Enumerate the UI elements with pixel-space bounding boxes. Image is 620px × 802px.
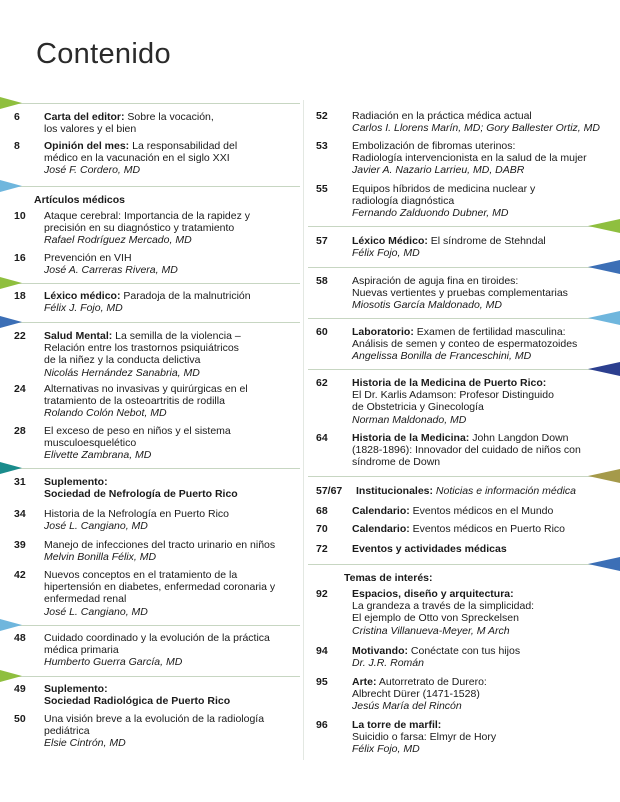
entry-text: médico en la vacunación en el siglo XXI <box>44 152 230 165</box>
page-number: 57/67 <box>316 485 343 497</box>
page-number: 50 <box>14 713 26 725</box>
page-number: 57 <box>316 235 328 247</box>
page-number: 72 <box>316 543 328 555</box>
entry-text: de la niñez y la conducta delictiva <box>44 354 201 367</box>
entry-line <box>352 543 507 555</box>
page-number: 6 <box>14 111 20 123</box>
entry-text: síndrome de Down <box>352 456 441 469</box>
entry-line <box>352 122 600 134</box>
entry-text: Paradoja de la malnutrición <box>120 290 251 302</box>
entry-line <box>352 377 554 389</box>
entry-line <box>44 407 248 419</box>
entry-heading: Laboratorio: <box>352 326 414 338</box>
entry-text: médica primaria <box>44 644 119 657</box>
entry-line <box>352 152 587 164</box>
entry-text: Cuidado coordinado y la evolución de la práctica <box>44 632 270 644</box>
entry-heading: Calendario: <box>352 505 410 517</box>
entry-author: Humberto Guerra García, MD <box>44 656 183 669</box>
entry-line <box>44 302 251 314</box>
entry-text: El ejemplo de Otto von Spreckelsen <box>352 612 519 625</box>
entry-text: Manejo de infecciones del tracto urinario en niños <box>44 539 276 551</box>
entry-line <box>352 505 553 517</box>
entry-heading: Salud Mental: <box>44 330 113 342</box>
entry-heading: Temas de interés: <box>344 572 433 584</box>
entry-author: Elivette Zambrana, MD <box>44 449 152 462</box>
entry-text: El síndrome de Stehndal <box>427 235 546 247</box>
entry-heading: Suplemento: <box>44 476 108 488</box>
entry-line <box>44 290 251 302</box>
entry-line <box>352 688 487 700</box>
page-number: 92 <box>316 588 328 600</box>
entry-line <box>352 110 600 122</box>
section-marker-icon <box>588 557 620 571</box>
entry-heading: Suplemento: <box>44 683 108 695</box>
entry-heading: Eventos y actividades médicas <box>352 543 507 555</box>
entry-author: Nicolás Hernández Sanabria, MD <box>44 366 200 379</box>
section-marker-icon <box>588 260 620 274</box>
entry-line <box>44 606 275 618</box>
entry-text: John Langdon Down <box>469 432 569 444</box>
section-marker-icon <box>0 619 22 631</box>
entry-heading: Calendario: <box>352 523 410 535</box>
page-number: 16 <box>14 252 26 264</box>
entry-line <box>44 210 250 222</box>
entry-text: de Obstetricia y Ginecología <box>352 401 484 414</box>
section-marker-icon <box>588 469 620 483</box>
entry-author: Noticias e información médica <box>433 485 576 497</box>
entry-heading: Historia de la Medicina de Puerto Rico: <box>352 377 547 389</box>
entry-author: Félix Fojo, MD <box>352 743 420 756</box>
page-number: 49 <box>14 683 26 695</box>
entry-heading: Historia de la Medicina: <box>352 432 470 444</box>
entry-text: Radiología intervencionista en la salud de la mujer <box>352 152 587 165</box>
entry-text: Embolización de fibromas uterinos: <box>352 140 516 152</box>
entry-heading: Espacios, diseño y arquitectura: <box>352 588 514 600</box>
page-number: 62 <box>316 377 328 389</box>
entry-heading: La torre de marfil: <box>352 719 442 731</box>
entry-text: Examen de fertilidad masculina: <box>413 326 566 338</box>
section-marker-icon <box>0 462 22 474</box>
page-number: 34 <box>14 508 26 520</box>
section-marker-icon <box>0 670 22 682</box>
page-number: 95 <box>316 676 328 688</box>
section-marker-icon <box>0 316 22 328</box>
entry-author: José F. Cordero, MD <box>44 164 141 177</box>
entry-line <box>352 645 520 657</box>
entry-line <box>44 437 231 449</box>
entry-text: Nuevas vertientes y pruebas complementarias <box>352 287 568 300</box>
entry-text: Historia de la Nefrología en Puerto Rico <box>44 508 230 520</box>
separator-line <box>308 318 620 319</box>
entry-heading: Motivando: <box>352 645 408 657</box>
page-number: 60 <box>316 326 328 338</box>
entry-line <box>44 367 241 379</box>
entry-line <box>352 140 587 152</box>
entry-text: Relación entre los trastornos psiquiátricos <box>44 342 239 355</box>
entry-line <box>352 657 520 669</box>
entry-line <box>44 695 230 707</box>
page-number: 28 <box>14 425 26 437</box>
entry-line <box>352 326 577 338</box>
page-number: 52 <box>316 110 328 122</box>
entry-line <box>44 152 237 164</box>
page-title: Contenido <box>36 38 171 70</box>
page-number: 64 <box>316 432 328 444</box>
entry-line <box>352 235 546 247</box>
page-number: 42 <box>14 569 26 581</box>
page-number: 31 <box>14 476 26 488</box>
entry-line <box>44 222 250 234</box>
entry-line <box>44 140 237 152</box>
page-number: 18 <box>14 290 26 302</box>
section-marker-icon <box>0 180 22 192</box>
entry-line <box>44 713 264 725</box>
entry-heading: Carta del editor: <box>44 111 125 123</box>
entry-line <box>44 476 238 488</box>
separator-line <box>0 103 300 104</box>
section-marker-icon <box>588 362 620 376</box>
separator-line <box>308 226 620 227</box>
separator-line <box>308 564 620 565</box>
entry-author: Angelissa Bonilla de Franceschini, MD <box>352 350 532 363</box>
entry-line <box>352 207 535 219</box>
entry-line <box>344 572 433 584</box>
entry-text: Ataque cerebral: Importancia de la rapidez y <box>44 210 251 222</box>
page-number: 94 <box>316 645 328 657</box>
separator-line <box>308 267 620 268</box>
entry-author: Dr. J.R. Román <box>352 657 424 670</box>
separator-line <box>0 283 300 284</box>
entry-text: La grandeza a través de la simplicidad: <box>352 600 535 613</box>
entry-line <box>352 299 568 311</box>
separator-line <box>0 676 300 677</box>
entry-author: José L. Cangiano, MD <box>44 520 148 533</box>
separator-line <box>0 322 300 323</box>
entry-heading: Léxico Médico: <box>352 235 428 247</box>
entry-heading: Léxico médico: <box>44 290 121 302</box>
entry-text: los valores y el bien <box>44 123 137 136</box>
section-marker-icon <box>0 277 22 289</box>
entry-line <box>44 644 270 656</box>
entry-line <box>44 395 248 407</box>
entry-line <box>44 632 270 644</box>
entry-text: La semilla de la violencia – <box>112 330 241 342</box>
entry-author: Félix J. Fojo, MD <box>44 302 123 315</box>
entry-line <box>352 588 534 600</box>
page-number: 58 <box>316 275 328 287</box>
entry-line <box>44 234 250 246</box>
entry-author: Rolando Colón Nebot, MD <box>44 407 167 420</box>
page-number: 10 <box>14 210 26 222</box>
page-number: 68 <box>316 505 328 517</box>
entry-line <box>44 164 237 176</box>
entry-line <box>352 743 496 755</box>
entry-text: Una visión breve a la evolución de la radiología <box>44 713 265 725</box>
entry-line <box>44 725 264 737</box>
page-number: 96 <box>316 719 328 731</box>
entry-text: Sobre la vocación, <box>124 111 214 123</box>
entry-author: José A. Carreras Rivera, MD <box>44 264 178 277</box>
entry-text: Conéctate con tus hijos <box>408 645 521 657</box>
entry-line <box>44 354 241 366</box>
page-number: 22 <box>14 330 26 342</box>
entry-line <box>352 676 487 688</box>
entry-line <box>352 195 535 207</box>
entry-text: El Dr. Karlis Adamson: Profesor Distinguido <box>352 389 554 402</box>
entry-line <box>356 485 576 497</box>
entry-line <box>44 520 229 532</box>
entry-heading: Sociedad de Nefrología de Puerto Rico <box>44 488 238 501</box>
entry-line <box>44 264 178 276</box>
entry-line <box>44 342 241 354</box>
page-number: 48 <box>14 632 26 644</box>
separator-line <box>0 186 300 187</box>
entry-line <box>352 350 577 362</box>
entry-heading: Arte: <box>352 676 377 688</box>
entry-line <box>352 444 581 456</box>
entry-text: enfermedad renal <box>44 593 127 606</box>
entry-line <box>44 539 275 551</box>
entry-line <box>352 414 554 426</box>
entry-heading: Opinión del mes: <box>44 140 130 152</box>
entry-line <box>352 612 534 624</box>
entry-text: Albrecht Dürer (1471-1528) <box>352 688 480 701</box>
entry-author: Rafael Rodríguez Mercado, MD <box>44 234 192 247</box>
entry-line <box>44 683 230 695</box>
entry-line <box>352 287 568 299</box>
entry-line <box>352 523 565 535</box>
entry-heading: Institucionales: <box>356 485 434 497</box>
entry-author: Miosotis García Maldonado, MD <box>352 299 502 312</box>
entry-line <box>44 737 264 749</box>
entry-author: Javier A. Nazario Larrieu, MD, DABR <box>352 164 525 177</box>
entry-line <box>44 123 214 135</box>
entry-line <box>44 111 214 123</box>
section-marker-icon <box>588 219 620 233</box>
entry-text: El exceso de peso en niños y el sistema <box>44 425 231 437</box>
entry-text: Eventos médicos en Puerto Rico <box>409 523 566 535</box>
entry-line <box>44 551 275 563</box>
entry-text: tratamiento de la osteoartritis de rodilla <box>44 395 225 408</box>
entry-line <box>352 432 581 444</box>
separator-line <box>308 476 620 477</box>
entry-line <box>44 425 231 437</box>
entry-text: hipertensión en diabetes, enfermedad coronaria y <box>44 581 276 594</box>
page-number: 55 <box>316 183 328 195</box>
page-number: 70 <box>316 523 328 535</box>
entry-line <box>352 164 587 176</box>
entry-text: Autorretrato de Durero: <box>376 676 487 688</box>
entry-line <box>44 383 248 395</box>
entry-author: Félix Fojo, MD <box>352 247 420 260</box>
entry-line <box>352 275 568 287</box>
entry-line <box>352 338 577 350</box>
entry-text: Análisis de semen y conteo de espermatozoides <box>352 338 578 351</box>
entry-text: La responsabilidad del <box>129 140 238 152</box>
entry-text: Nuevos conceptos en el tratamiento de la <box>44 569 238 581</box>
entry-line <box>352 183 535 195</box>
entry-line <box>352 247 546 259</box>
entry-text: Aspiración de aguja fina en tiroides: <box>352 275 519 287</box>
entry-text: Eventos médicos en el Mundo <box>409 505 554 517</box>
entry-author: Jesús María del Rincón <box>352 700 462 713</box>
entry-line <box>44 656 270 668</box>
entry-line <box>352 625 534 637</box>
entry-text: Equipos híbridos de medicina nuclear y <box>352 183 536 195</box>
entry-line <box>352 700 487 712</box>
entry-author: José L. Cangiano, MD <box>44 605 148 618</box>
entry-line <box>44 581 275 593</box>
entry-line <box>44 252 178 264</box>
entry-text: Prevención en VIH <box>44 252 132 264</box>
entry-line <box>44 569 275 581</box>
entry-line <box>44 330 241 342</box>
entry-line <box>44 593 275 605</box>
page-number: 24 <box>14 383 26 395</box>
column-divider <box>303 100 304 760</box>
entry-line <box>44 488 238 500</box>
entry-line <box>44 449 231 461</box>
entry-heading: Artículos médicos <box>34 194 126 206</box>
separator-line <box>0 468 300 469</box>
entry-line <box>34 194 125 206</box>
page-number: 8 <box>14 140 20 152</box>
entry-text: precisión en su diagnóstico y tratamiento <box>44 222 235 235</box>
entry-author: Carlos I. Llorens Marín, MD; Gory Ballester Ortiz, MD <box>352 122 600 135</box>
page-number: 53 <box>316 140 328 152</box>
entry-text: musculoesquelético <box>44 437 137 450</box>
separator-line <box>0 625 300 626</box>
page-number: 39 <box>14 539 26 551</box>
entry-author: Norman Maldonado, MD <box>352 413 467 426</box>
entry-heading: Sociedad Radiológica de Puerto Rico <box>44 695 231 708</box>
entry-text: radiología diagnóstica <box>352 195 455 208</box>
entry-text: (1828-1896): Innovador del cuidado de niños con <box>352 444 581 457</box>
entry-author: Cristina Villanueva-Meyer, M Arch <box>352 624 510 637</box>
separator-line <box>308 369 620 370</box>
section-marker-icon <box>0 97 22 109</box>
entry-line <box>352 600 534 612</box>
entry-author: Elsie Cintrón, MD <box>44 737 126 750</box>
entry-text: Alternativas no invasivas y quirúrgicas en el <box>44 383 248 395</box>
entry-text: pediátrica <box>44 725 90 738</box>
entry-line <box>352 719 496 731</box>
entry-author: Melvin Bonilla Félix, MD <box>44 551 157 564</box>
entry-line <box>352 731 496 743</box>
entry-line <box>352 401 554 413</box>
entry-author: Fernando Zalduondo Dubner, MD <box>352 207 509 220</box>
section-marker-icon <box>588 311 620 325</box>
entry-line <box>44 508 229 520</box>
entry-text: Suicidio o farsa: Elmyr de Hory <box>352 731 497 744</box>
entry-line <box>352 389 554 401</box>
entry-text: Radiación en la práctica médica actual <box>352 110 532 122</box>
entry-line <box>352 456 581 468</box>
